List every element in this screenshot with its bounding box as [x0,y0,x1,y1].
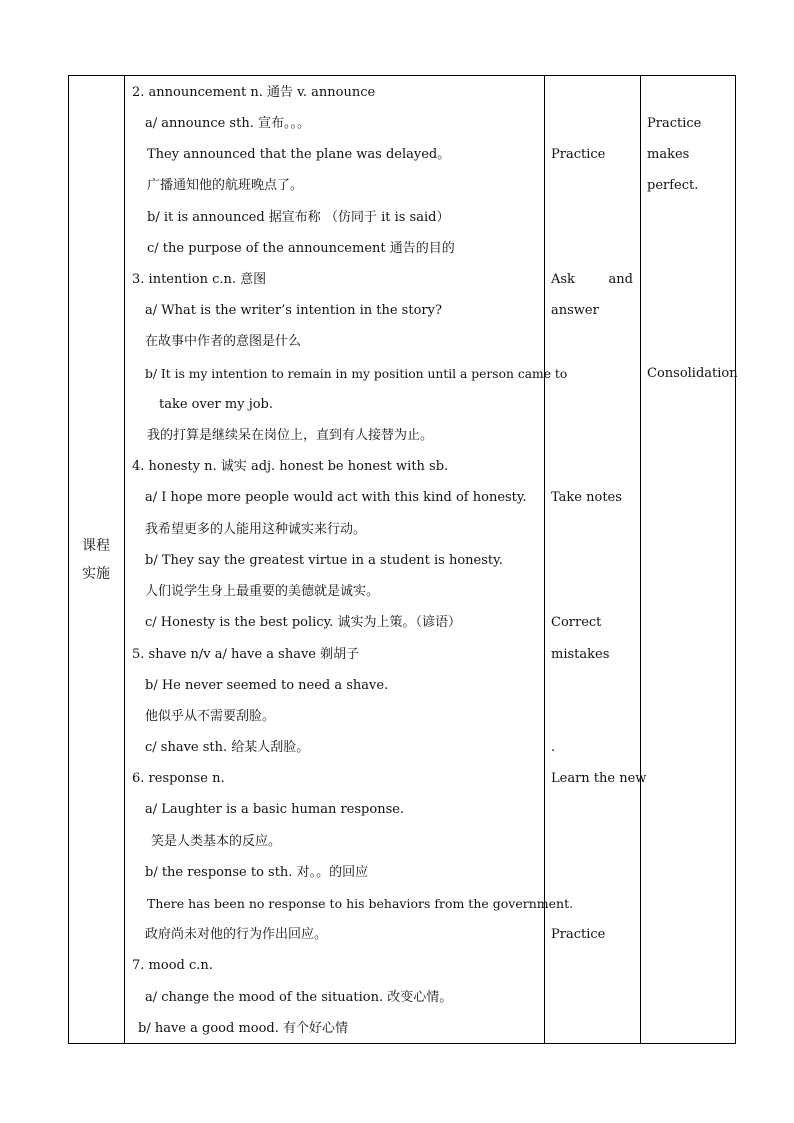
content-line: There has been no response to his behaviors from the government. [147,896,574,911]
content-line: 2. announcement n. 通告 v. announce [132,85,376,100]
content-line: 在故事中作者的意图是什么 [145,334,302,349]
content-line: 他似乎从不需要刮脸。 [145,709,276,724]
content-line: b/ it is announced 据宣布称 （仿同于 it is said） [147,210,450,225]
content-line: They announced that the plane was delayed。 [147,147,451,162]
activity-answer: answer [551,303,599,318]
content-line: b/ He never seemed to need a shave. [145,678,389,693]
content-line: b/ the response to sth. 对。。的回应 [145,865,369,880]
content-line: 7. mood c.n. [132,958,213,973]
section-label [81,532,111,588]
content-line: a/ announce sth. 宣布。。。 [145,116,310,131]
content-line: 5. shave n/v a/ have a shave 剃胡子 [132,647,360,662]
section-label-line: 课程 [82,538,110,554]
content-line: a/ Laughter is a basic human response. [145,802,405,817]
content-line: 广播通知他的航班晚点了。 [147,178,304,193]
content-line: 笑是人类基本的反应。 [151,834,282,849]
content-line: a/ change the mood of the situation. 改变心情。 [145,990,453,1005]
content-line: 6. response n. [132,771,225,786]
activity-mistakes: mistakes [551,647,610,662]
content-line: a/ What is the writer’s intention in the story? [145,303,442,318]
content-line: 我的打算是继续呆在岗位上，直到有人接替为止。 [147,428,434,443]
content-line: 政府尚未对他的行为作出回应。 [145,927,328,942]
content-line: c/ shave sth. 给某人刮脸。 [145,740,310,755]
activity-and: and [608,272,633,287]
purpose-line: perfect. [647,178,699,193]
activity-practice: Practice [551,927,606,942]
content-line: 我希望更多的人能用这种诚实来行动。 [145,522,367,537]
content-line: c/ Honesty is the best policy. 诚实为上策。（谚语） [145,615,461,630]
activity-dot: . [551,740,556,755]
content-line: a/ I hope more people would act with this kind of honesty. [145,490,527,505]
lesson-table [68,75,736,1044]
content-line: 人们说学生身上最重要的美德就是诚实。 [145,584,380,599]
activity-take-notes: Take notes [551,490,622,505]
section-label-line: 实施 [82,566,110,582]
activity-ask-and [551,272,633,288]
activity-correct: Correct [551,615,602,630]
purpose-line: makes [647,147,690,162]
activity-learn-new: Learn the new [551,771,647,786]
content-line: c/ the purpose of the announcement 通告的目的 [147,241,455,256]
content-line: 4. honesty n. 诚实 adj. honest be honest with sb. [132,459,449,474]
purpose-consolidation: Consolidation [647,366,738,381]
column-divider [640,76,641,1043]
purpose-line: Practice [647,116,702,131]
activity-ask: Ask [551,272,575,287]
content-line: b/ It is my intention to remain in my position until a person came to [145,367,568,381]
column-divider [124,76,125,1043]
activity-practice: Practice [551,147,606,162]
content-line: 3. intention c.n. 意图 [132,272,267,287]
content-line: take over my job. [159,397,274,412]
content-line: b/ have a good mood. 有个好心情 [138,1021,349,1036]
content-line: b/ They say the greatest virtue in a student is honesty. [145,553,503,568]
